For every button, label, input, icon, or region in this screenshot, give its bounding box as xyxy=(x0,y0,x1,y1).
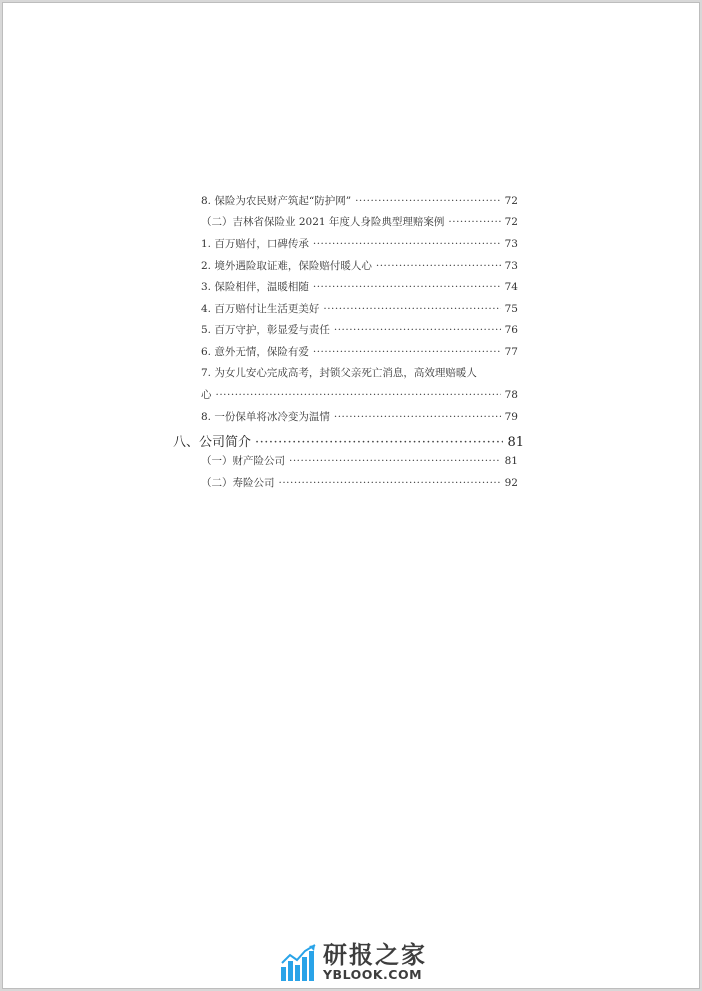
toc-chapter-title: 八、公司简介 xyxy=(173,435,252,450)
toc-entry[interactable] xyxy=(201,279,518,294)
toc-entry-title: 1. 百万赔付，口碑传承 xyxy=(201,238,309,250)
table-of-contents xyxy=(3,3,699,988)
toc-entry-title: 6. 意外无情，保险有爱 xyxy=(201,346,309,358)
toc-entry-page: 74 xyxy=(504,281,518,293)
toc-entry-page: 73 xyxy=(504,260,518,272)
bar-chart-logo-icon xyxy=(279,943,319,983)
leader-dots xyxy=(313,281,501,293)
toc-entry-page: 92 xyxy=(504,477,518,489)
leader-dots xyxy=(323,303,500,315)
toc-entry-title: （一）财产险公司 xyxy=(201,455,285,467)
leader-dots xyxy=(355,195,501,207)
toc-entry[interactable] xyxy=(201,453,518,468)
toc-entry-page: 76 xyxy=(504,324,518,336)
leader-dots xyxy=(313,238,501,250)
toc-entry-title: 5. 百万守护，彰显爱与责任 xyxy=(201,324,330,336)
toc-entry[interactable] xyxy=(201,258,518,273)
leader-dots xyxy=(255,435,503,450)
leader-dots xyxy=(313,346,501,358)
toc-chapter-entry[interactable] xyxy=(173,431,524,450)
toc-entry[interactable] xyxy=(201,365,518,405)
toc-entry[interactable] xyxy=(201,475,518,490)
toc-entry[interactable] xyxy=(201,344,518,359)
leader-dots xyxy=(279,477,501,489)
toc-entry-title: 8. 保险为农民财产筑起“防护网” xyxy=(201,195,352,207)
toc-entry-page: 79 xyxy=(504,411,518,423)
leader-dots xyxy=(334,324,501,336)
toc-entry-page: 73 xyxy=(504,238,518,250)
toc-entry-title: 3. 保险相伴，温暖相随 xyxy=(201,281,309,293)
toc-entry-second-line xyxy=(201,387,518,402)
leader-dots xyxy=(216,389,501,401)
toc-entry[interactable] xyxy=(201,193,518,208)
toc-entry-page: 72 xyxy=(504,216,518,228)
leader-dots xyxy=(448,216,500,228)
toc-chapter-page: 81 xyxy=(507,435,524,450)
toc-entry-page: 78 xyxy=(504,389,518,401)
leader-dots xyxy=(289,455,501,467)
toc-entry-page: 72 xyxy=(504,195,518,207)
toc-entry-title: 2. 境外遇险取证难，保险赔付暖人心 xyxy=(201,260,372,272)
toc-entry[interactable] xyxy=(201,236,518,251)
document-page xyxy=(2,2,700,989)
toc-entry[interactable] xyxy=(201,214,518,229)
leader-dots xyxy=(376,260,501,272)
toc-entry-page: 77 xyxy=(504,346,518,358)
toc-entry-title: 4. 百万赔付让生活更美好 xyxy=(201,303,320,315)
watermark-name: 研报之家 xyxy=(323,941,427,969)
toc-entry[interactable] xyxy=(201,322,518,337)
toc-entry-page: 81 xyxy=(504,455,518,467)
toc-entry-title-line2: 心 xyxy=(201,389,212,401)
toc-entry[interactable] xyxy=(201,301,518,316)
toc-entry-title: （二）寿险公司 xyxy=(201,477,275,489)
toc-entry-title-line1: 7. 为女儿安心完成高考，封锁父亲死亡消息，高效理赔暖人 xyxy=(201,367,477,379)
watermark-text xyxy=(323,943,427,983)
watermark xyxy=(279,943,427,983)
toc-entry-page: 75 xyxy=(504,303,518,315)
toc-entry-title: 8. 一份保单将冰冷变为温情 xyxy=(201,411,330,423)
leader-dots xyxy=(334,411,501,423)
toc-entry[interactable] xyxy=(201,409,518,424)
toc-entry-title: （二）吉林省保险业 2021 年度人身险典型理赔案例 xyxy=(201,216,445,228)
watermark-domain: YBLOOK.COM xyxy=(323,967,423,982)
